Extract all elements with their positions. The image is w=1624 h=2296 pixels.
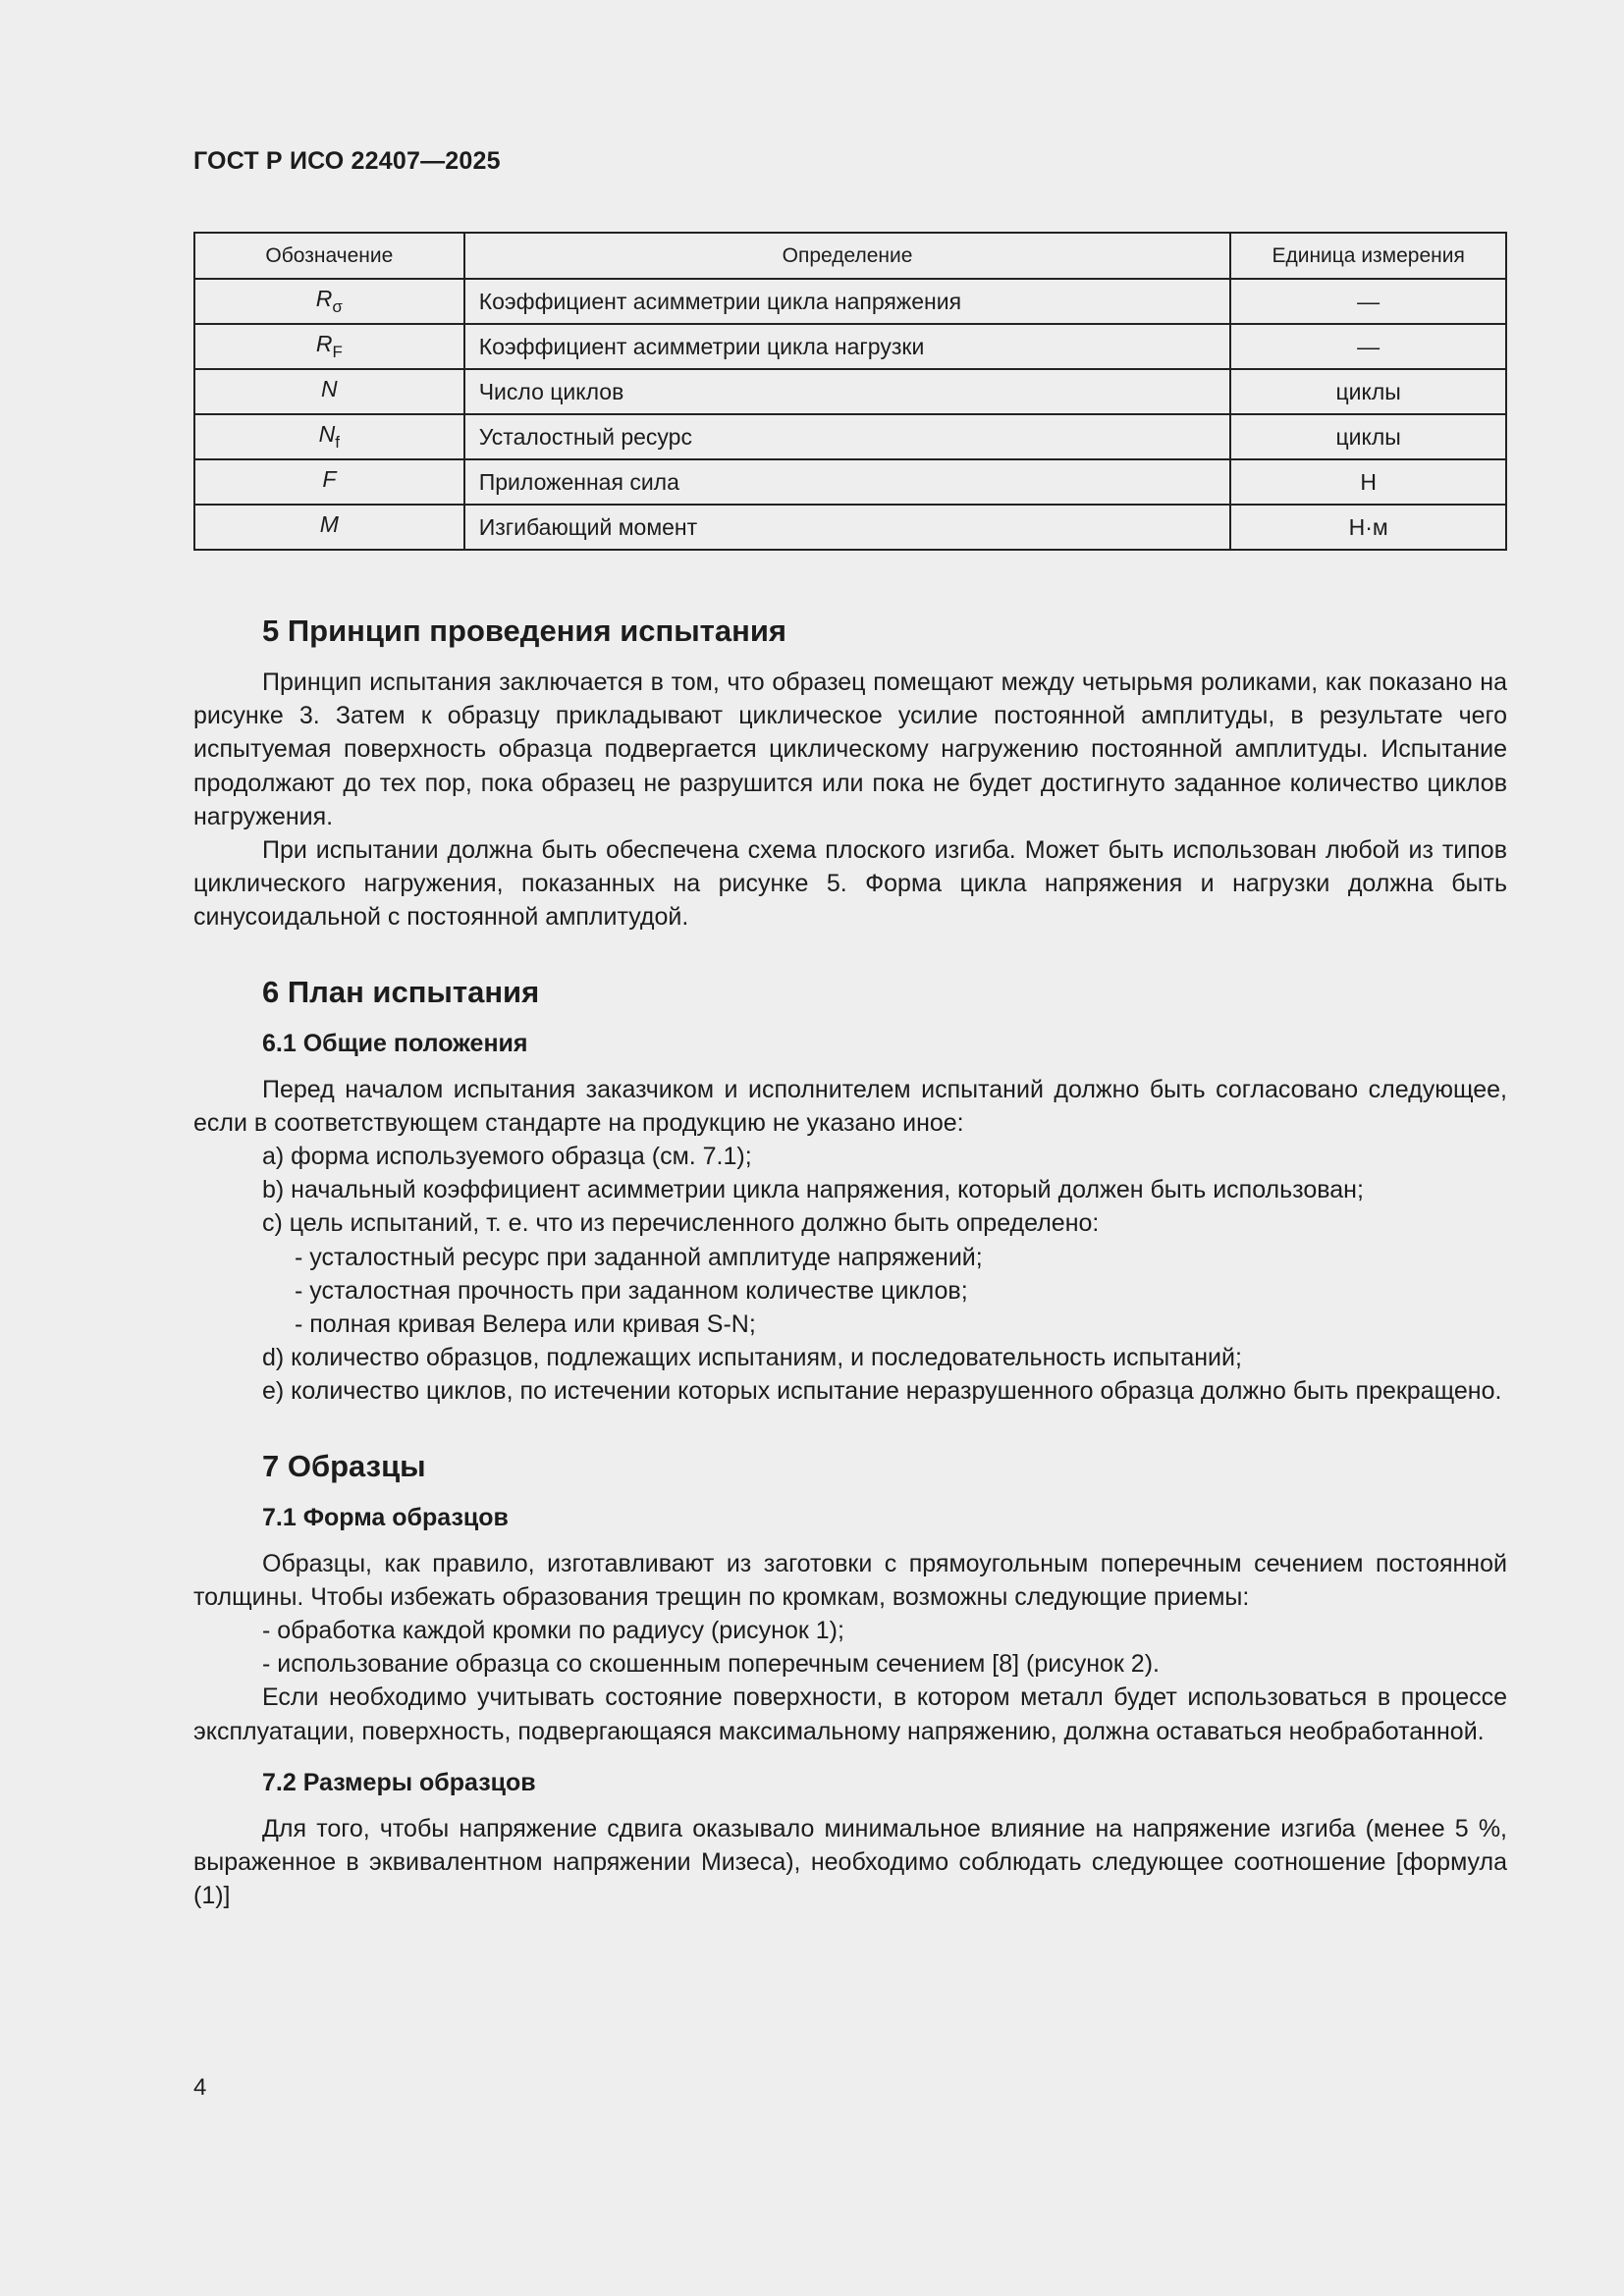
symbol-cell	[194, 505, 464, 550]
symbol-subscript: σ	[332, 297, 343, 316]
list-item: - использование образца со скошенным поперечным сечением [8] (рисунок 2).	[262, 1650, 1160, 1679]
list-item: b) начальный коэффициент асимметрии цикла напряжения, который должен быть использован;	[262, 1176, 1364, 1204]
definition-cell: Изгибающий момент	[464, 505, 1231, 550]
symbol-cell	[194, 279, 464, 324]
table-row	[194, 414, 1506, 459]
symbol-subscript: F	[332, 343, 343, 361]
unit-cell: —	[1230, 279, 1506, 324]
symbol-cell	[194, 414, 464, 459]
subsection-heading-7-1: 7.1 Форма образцов	[262, 1503, 509, 1531]
table-header-row	[194, 233, 1506, 279]
paragraph: Для того, чтобы напряжение сдвига оказывало минимальное влияние на напряжение изгиба (менее 5 %, выраженное в эквивалентном напряжении Мизеса), необходимо соблюдать следующее соотношение [формула (1)]	[193, 1814, 1507, 1910]
list-item: c) цель испытаний, т. е. что из перечисленного должно быть определено:	[262, 1209, 1100, 1238]
table-row	[194, 279, 1506, 324]
document-header: ГОСТ Р ИСО 22407—2025	[193, 147, 501, 175]
paragraph: Принцип испытания заключается в том, что образец помещают между четырьмя роликами, как показано на рисунке 3. Затем к образцу прикладывают циклическое усилие постоянной амплитуды, в результате чего испытуемая поверхность образца подвергается циклическому нагружению постоянной амплитуды. Испытание продолжают до тех пор, пока образец не разрушится или пока не будет достигнуто заданное количество циклов нагружения.	[193, 668, 1507, 830]
unit-cell: Н	[1230, 459, 1506, 505]
list-subitem: - полная кривая Велера или кривая S-N;	[295, 1310, 756, 1339]
symbol-letter: N	[318, 421, 336, 447]
symbol-letter: M	[319, 511, 339, 537]
list-item: d) количество образцов, подлежащих испытаниям, и последовательность испытаний;	[262, 1344, 1242, 1372]
list-item: e) количество циклов, по истечении которых испытание неразрушенного образца должно быть прекращено.	[262, 1377, 1502, 1406]
symbol-letter: F	[322, 466, 337, 492]
symbol-cell	[194, 369, 464, 414]
unit-cell: —	[1230, 324, 1506, 369]
table-row	[194, 369, 1506, 414]
list-item: - обработка каждой кромки по радиусу (рисунок 1);	[262, 1617, 844, 1645]
symbols-table	[193, 232, 1507, 551]
paragraph: Перед началом испытания заказчиком и исполнителем испытаний должно быть согласовано следующее, если в соответствующем стандарте на продукцию не указано иное:	[193, 1075, 1507, 1137]
symbol-cell	[194, 459, 464, 505]
symbol-cell	[194, 324, 464, 369]
paragraph: Образцы, как правило, изготавливают из заготовки с прямоугольным поперечным сечением постоянной толщины. Чтобы избежать образования трещин по кромкам, возможны следующие приемы:	[193, 1549, 1507, 1611]
definition-cell: Коэффициент асимметрии цикла нагрузки	[464, 324, 1231, 369]
table-row	[194, 459, 1506, 505]
subsection-heading-7-2: 7.2 Размеры образцов	[262, 1768, 536, 1796]
definition-cell: Коэффициент асимметрии цикла напряжения	[464, 279, 1231, 324]
column-header-symbol: Обозначение	[194, 233, 464, 279]
symbol-letter: N	[321, 376, 338, 401]
column-header-unit: Единица измерения	[1230, 233, 1506, 279]
section-heading-6: 6 План испытания	[262, 974, 540, 1009]
unit-cell: циклы	[1230, 369, 1506, 414]
column-header-definition: Определение	[464, 233, 1231, 279]
paragraph: При испытании должна быть обеспечена схема плоского изгиба. Может быть использован любой из типов циклического нагружения, показанных на рисунке 5. Форма цикла напряжения и нагрузки должна быть синусоидальной с постоянной амплитудой.	[193, 836, 1507, 932]
table-row	[194, 324, 1506, 369]
section-heading-5: 5 Принцип проведения испытания	[262, 614, 786, 648]
list-item: a) форма используемого образца (см. 7.1);	[262, 1143, 752, 1171]
unit-cell: Н·м	[1230, 505, 1506, 550]
subsection-heading-6-1: 6.1 Общие положения	[262, 1029, 528, 1057]
section-heading-7: 7 Образцы	[262, 1448, 426, 1483]
definition-cell: Усталостный ресурс	[464, 414, 1231, 459]
page-number: 4	[193, 2074, 207, 2101]
definition-cell: Приложенная сила	[464, 459, 1231, 505]
list-subitem: - усталостный ресурс при заданной амплитуде напряжений;	[295, 1243, 983, 1271]
symbol-subscript: f	[335, 433, 341, 452]
document-body	[193, 607, 1507, 1912]
list-subitem: - усталостная прочность при заданном количестве циклов;	[295, 1276, 968, 1305]
unit-cell: циклы	[1230, 414, 1506, 459]
table-row	[194, 505, 1506, 550]
definition-cell: Число циклов	[464, 369, 1231, 414]
symbol-letter: R	[315, 331, 333, 356]
paragraph: Если необходимо учитывать состояние поверхности, в котором металл будет использоваться в процессе эксплуатации, поверхность, подвергающаяся максимальному напряжению, должна оставаться необработанной.	[193, 1683, 1507, 1745]
symbol-letter: R	[315, 286, 333, 311]
